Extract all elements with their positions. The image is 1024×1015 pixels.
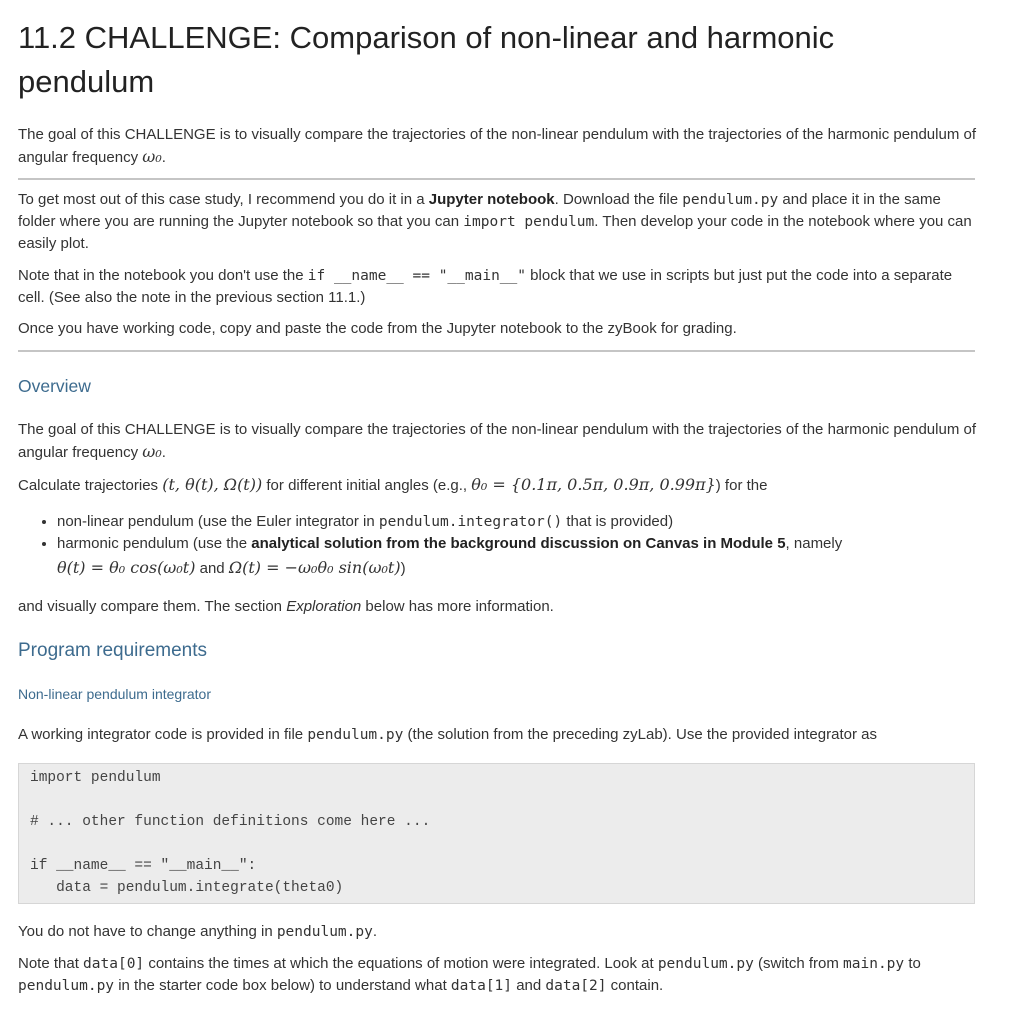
page-title: 11.2 CHALLENGE: Comparison of non-linear and harmonic pendulum	[18, 20, 835, 99]
notebook-text-a: To get most out of this case study, I recommend you do it in a	[18, 191, 425, 208]
note-text-a: Note that in the notebook you don't use the	[18, 267, 304, 284]
divider-top	[18, 178, 975, 180]
notebook-text-b: . Download the file	[554, 191, 679, 208]
initial-angles-math: θ₀ = {0.1π, 0.5π, 0.9π, 0.99π}	[471, 475, 716, 494]
trajectories-paragraph	[18, 474, 978, 497]
no-change-paragraph	[18, 921, 978, 943]
intro-text: The goal of this CHALLENGE is to visually compare the trajectories of the non-linear pendulum with the trajectories of the harmonic pendulum of angular frequency	[18, 126, 976, 166]
code-line: data = pendulum.integrate(theta0)	[30, 880, 344, 896]
exploration-link-text: Exploration	[286, 598, 362, 615]
notebook-text-d: . Then develop your code in the notebook where you can easily plot.	[18, 213, 972, 252]
data-note-b: contains the times at which the equations of motion were integrated. Look at	[148, 955, 654, 972]
data1-code: data[1]	[450, 978, 513, 994]
divider-bottom	[18, 350, 975, 352]
data-note-a: Note that	[18, 955, 79, 972]
pendulum-list	[18, 511, 1007, 580]
pendulum-file-code-2: pendulum.py	[307, 727, 404, 743]
data2-code: data[2]	[545, 978, 607, 994]
data0-code: data[0]	[83, 956, 145, 972]
analytical-solution-label: analytical solution from the background discussion on Canvas in Module 5	[251, 535, 786, 552]
data-note-d: to	[908, 955, 921, 972]
bullet2-text-a: harmonic pendulum (use the	[57, 535, 248, 552]
intro-paragraph	[18, 124, 978, 169]
code-line: if __name__ == "__main__":	[30, 858, 257, 874]
nonlinear-integrator-heading: Non-linear pendulum integrator	[18, 686, 211, 702]
bullet1-text-a: non-linear pendulum (use the Euler integrator in	[57, 513, 375, 530]
note-text-b: block that we use in scripts but just put the code into a separate cell. (See also the note in the previous section 11.1.)	[18, 267, 953, 306]
compare-paragraph	[18, 596, 978, 618]
no-change-text: You do not have to change anything in	[18, 923, 273, 940]
overview-text: The goal of this CHALLENGE is to visually compare the trajectories of the non-linear pendulum with the trajectories of the harmonic pendulum of angular frequency	[18, 421, 976, 461]
no-change-end: .	[372, 923, 378, 940]
main-file-code: main.py	[843, 956, 905, 972]
jupyter-notebook-label: Jupyter notebook	[428, 191, 555, 208]
trajectory-tuple-math: (t, θ(t), Ω(t))	[162, 475, 263, 494]
overview-heading: Overview	[18, 376, 91, 396]
notebook-text-c: and place it in the same folder where you are running the Jupyter notebook so that you can	[18, 191, 941, 230]
code-line: import pendulum	[30, 770, 161, 786]
trajectories-text-a: Calculate trajectories	[18, 477, 159, 494]
if-main-code: if __name__ == "__main__"	[307, 268, 526, 284]
pendulum-file-code-5: pendulum.py	[18, 978, 115, 994]
integrator-code: pendulum.integrator()	[378, 514, 563, 530]
notebook-paragraph	[18, 189, 978, 255]
import-pendulum-code: import pendulum	[463, 214, 595, 230]
omega-equation-math: Ω(t) = −ω₀θ₀ sin(ω₀t)	[228, 558, 401, 577]
bullet2-end: )	[400, 560, 406, 577]
list-item-nonlinear	[57, 511, 1007, 533]
data-note-c: (switch from	[758, 955, 839, 972]
pendulum-file-code-4: pendulum.py	[657, 956, 754, 972]
data-note-f: contain.	[610, 977, 664, 994]
program-requirements-heading: Program requirements	[18, 640, 208, 661]
data-note-e: in the starter code box below) to understand what	[118, 977, 447, 994]
pendulum-file-code-3: pendulum.py	[276, 924, 373, 940]
list-item-harmonic	[57, 533, 1007, 580]
bullet2-text-b: , namely	[785, 535, 843, 552]
compare-text-a: and visually compare them. The section	[18, 598, 283, 615]
overview-omega0-math: ω₀	[142, 442, 162, 461]
integrator-text-a: A working integrator code is provided in file	[18, 726, 304, 743]
integrator-paragraph	[18, 724, 978, 746]
theta-equation-math: θ(t) = θ₀ cos(ω₀t)	[57, 558, 196, 577]
pendulum-file-code: pendulum.py	[682, 192, 779, 208]
overview-paragraph	[18, 419, 978, 464]
compare-text-b: below has more information.	[365, 598, 554, 615]
code-line: # ... other function definitions come here ...	[30, 814, 431, 830]
copy-paste-paragraph: Once you have working code, copy and paste the code from the Jupyter notebook to the zyBook for grading.	[18, 320, 737, 337]
trajectories-text-b: for different initial angles (e.g.,	[266, 477, 468, 494]
bullet2-and: and	[199, 560, 225, 577]
data-note-and: and	[516, 977, 542, 994]
data-note-paragraph	[18, 953, 978, 997]
trajectories-text-c: ) for the	[715, 477, 768, 494]
intro-end: .	[161, 149, 166, 166]
main-block-note	[18, 265, 978, 309]
code-block	[18, 763, 975, 904]
omega0-math: ω₀	[142, 147, 162, 166]
integrator-text-b: (the solution from the preceding zyLab). Use the provided integrator as	[407, 726, 877, 743]
bullet1-text-b: that is provided)	[566, 513, 674, 530]
overview-end: .	[161, 444, 166, 461]
